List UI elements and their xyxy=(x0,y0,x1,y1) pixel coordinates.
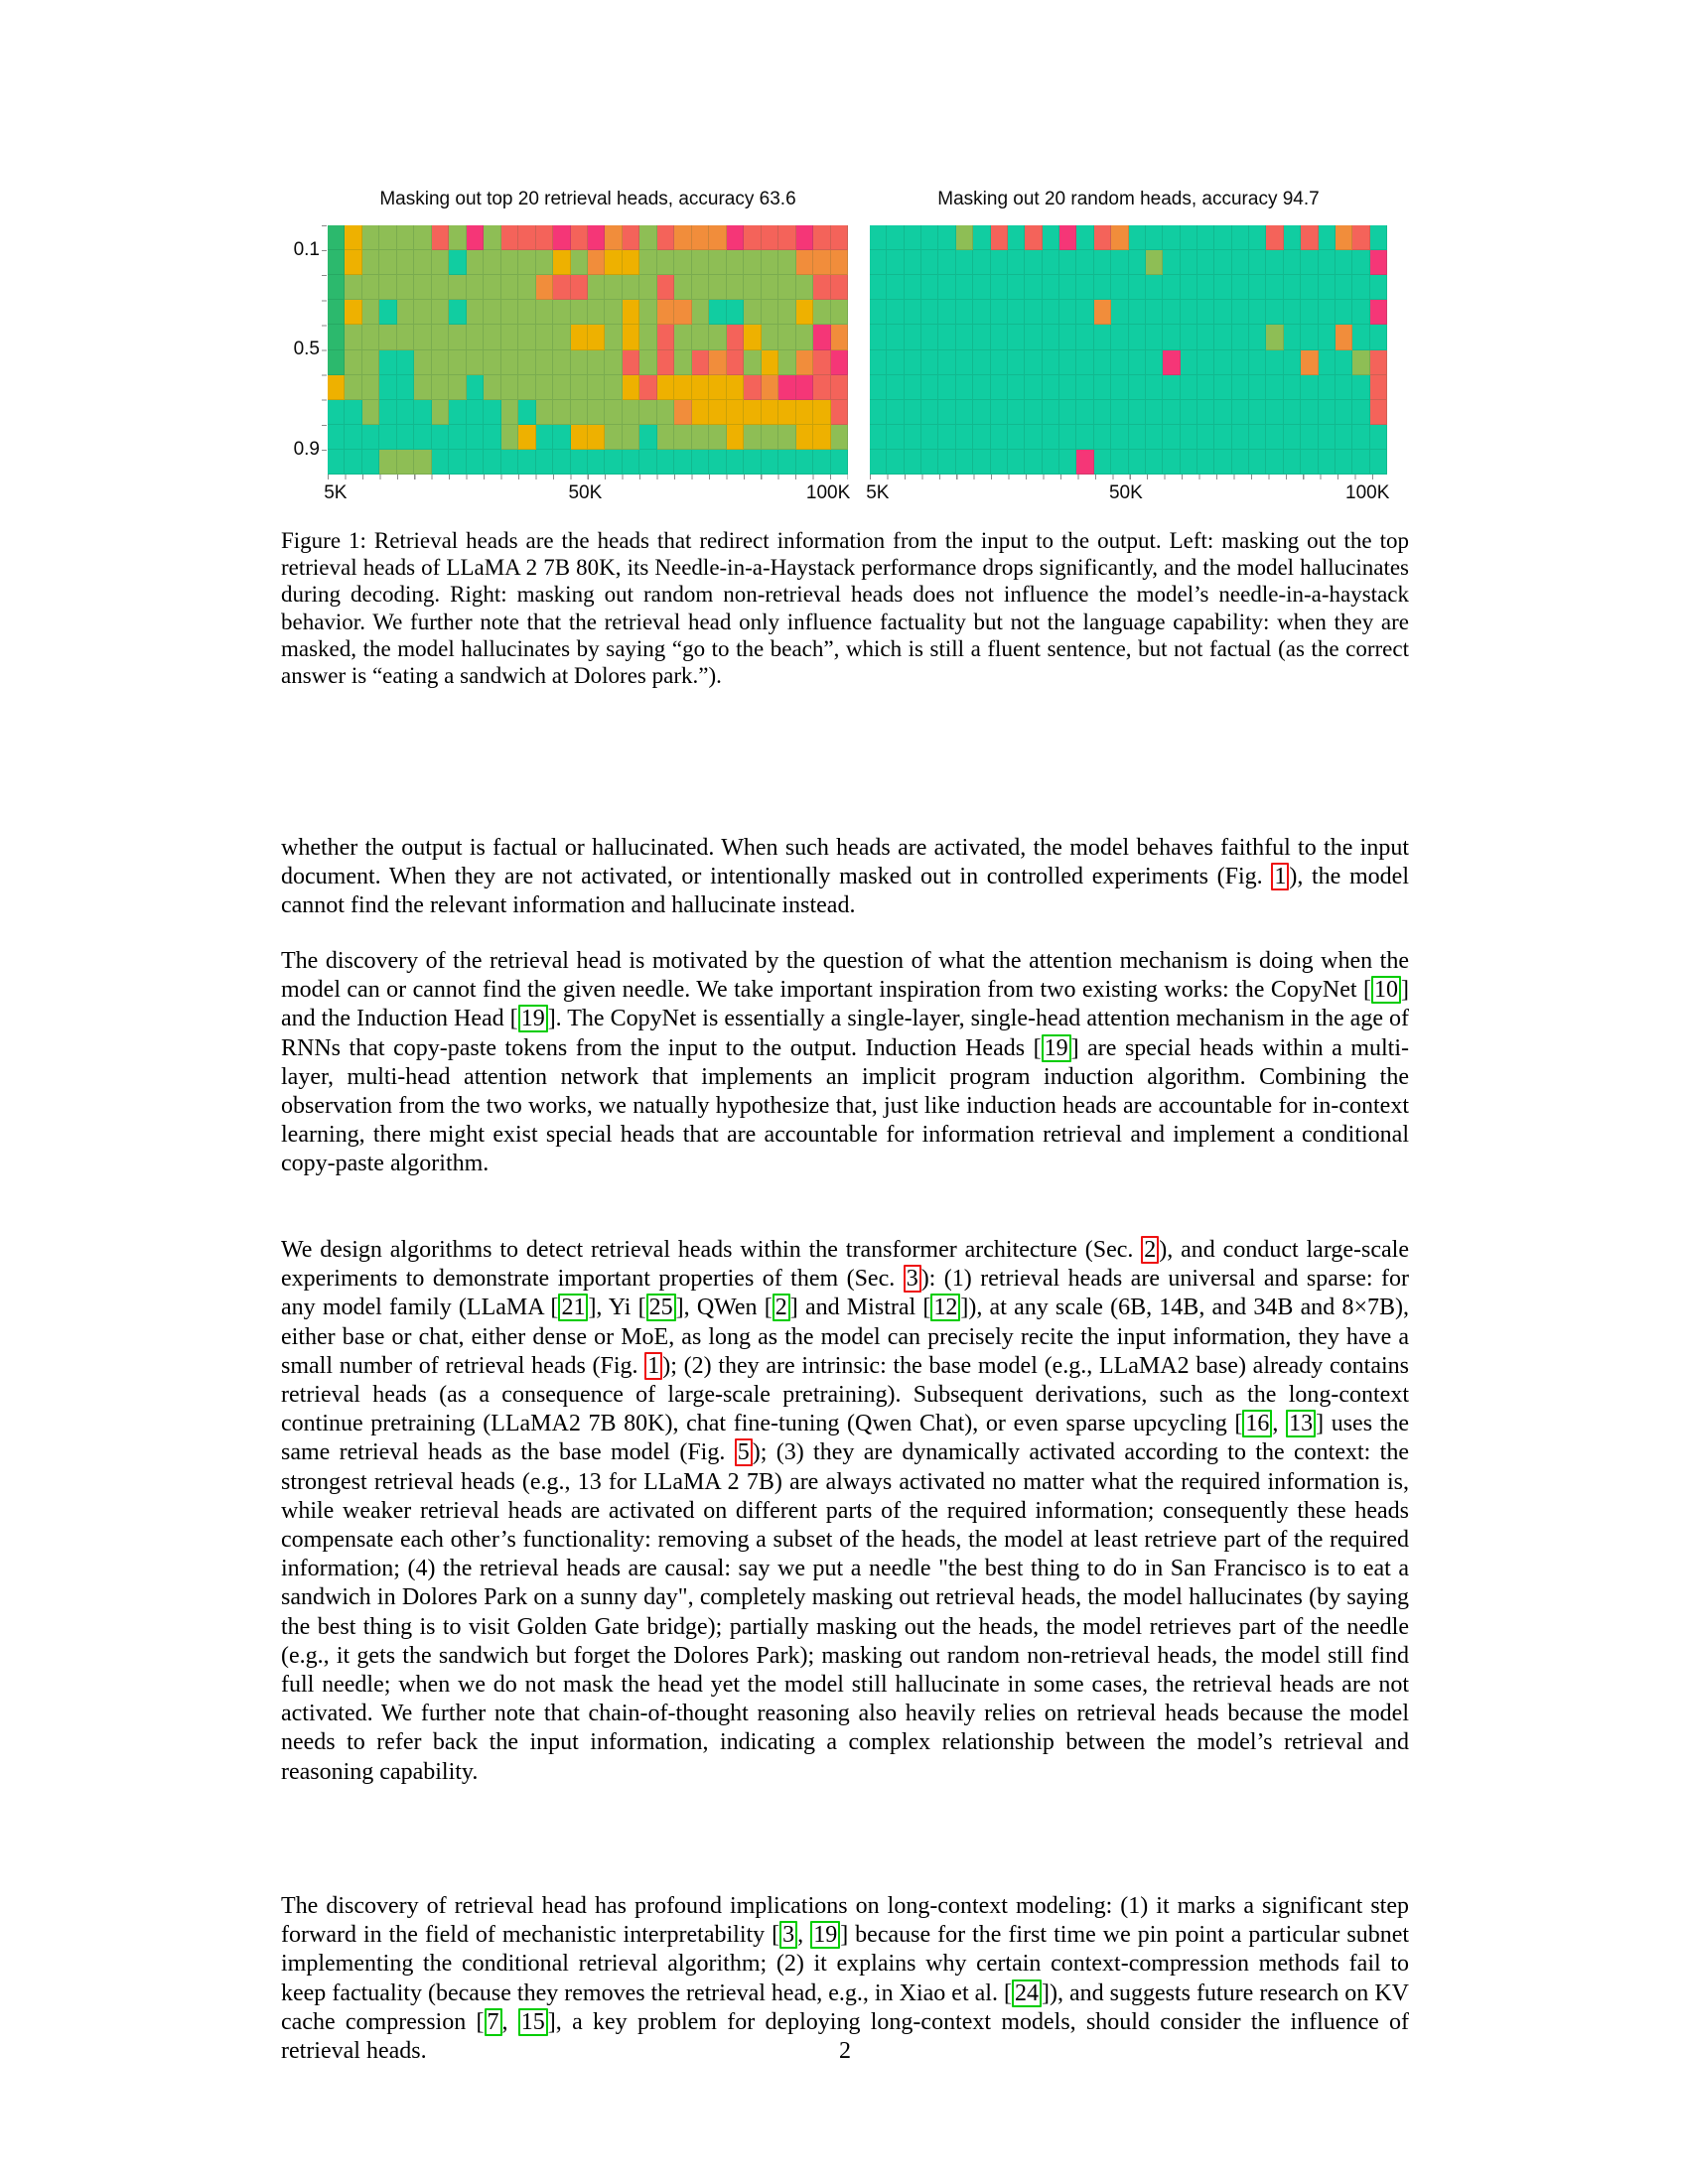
niah-heatmap-masked-retrieval-heads xyxy=(328,225,848,475)
citation-link[interactable]: 2 xyxy=(773,1294,790,1321)
y-tick-0.9: 0.9 xyxy=(293,439,320,460)
citation-link[interactable]: 19 xyxy=(1042,1034,1071,1062)
x-tick-label: 100K xyxy=(805,482,851,503)
heatmap-row xyxy=(870,225,1387,250)
citation-link[interactable]: 15 xyxy=(518,2008,548,2036)
x-tick-label: 50K xyxy=(568,482,603,503)
citation-link[interactable]: 19 xyxy=(518,1005,548,1032)
heatmap-left-title: Masking out top 20 retrieval heads, accuracy 63.6 xyxy=(379,189,796,209)
citation-link[interactable]: 21 xyxy=(558,1294,588,1321)
internal-ref-link[interactable]: 1 xyxy=(644,1352,662,1380)
left-plot-x-ticks xyxy=(328,475,848,479)
heatmap-row xyxy=(328,400,848,425)
x-tick-label: 100K xyxy=(1345,482,1390,503)
heatmap-row xyxy=(870,275,1387,300)
niah-heatmap-masked-random-heads xyxy=(870,225,1387,475)
heatmap-row xyxy=(328,450,848,475)
x-tick-label: 5K xyxy=(324,482,348,503)
heatmap-row xyxy=(870,350,1387,375)
heatmap-row xyxy=(328,275,848,300)
heatmap-row xyxy=(870,375,1387,400)
x-tick-label: 50K xyxy=(1108,482,1143,503)
body-paragraph-3: We design algorithms to detect retrieval heads within the transformer architecture (Sec. 2 ), and conduct large-scale experiments to demonstrate important properties of them (Sec. 3 ): (1) retrieval heads are universal and sparse: for any model family (LLaMA [ 21 ], Yi [ 25 ], QWen [ 2 ] and Mistral [ 12 ]), at any scale (6B, 14B, and 34B and 8×7B), either base or chat, either dense or MoE, as long as the model can precisely recite the input information, they have a small number of retrieval heads (Fig. 1 ); (2) they are intrinsic: the base model (e.g., LLaMA2 base) already contains retrieval heads (as a consequence of large-scale pretraining). Subsequent derivations, such as the long-context continue pretraining (LLaMA2 7B 80K), chat fine-tuning (Qwen Chat), or even sparse upcycling [ 16 , 13 ] uses the same retrieval heads as the base model (Fig. 5 ); (3) they are dynamically activated according to the context: the strongest retrieval heads (e.g., 13 for LLaMA 2 7B) are always activated no matter what the required information is, while weaker retrieval heads are activated on different parts of the required information; consequently these heads compensate each other’s functionality: removing a subset of the heads, the model at least retrieve part of the required information; (4) the retrieval heads are causal: say we put a needle "the best thing to do in San Francisco is to eat a sandwich in Dolores Park on a sunny day", completely masking out retrieval heads, the model hallucinates (by saying the best thing is to visit Golden Gate bridge); partially masking out the heads, the model retrieves part of the needle (e.g., it gets the sandwich but forget the Dolores Park); masking out random non-retrieval heads, the model still find full needle; when we do not mask the head yet the model still hallucinate in some cases, the retrieval heads are not activated. We further note that chain-of-thought reasoning also heavily relies on retrieval heads because the model needs to refer back the input information, indicating a complex relationship between the model’s retrieval and reasoning capability. xyxy=(281,1237,1409,1785)
citation-link[interactable]: 7 xyxy=(485,2008,502,2036)
y-tick-0.5: 0.5 xyxy=(293,339,320,359)
right-plot-x-labels xyxy=(866,482,1390,506)
heatmap-row xyxy=(328,225,848,250)
left-plot-x-labels xyxy=(324,482,851,506)
citation-link[interactable]: 13 xyxy=(1286,1410,1316,1437)
heatmap-right-title: Masking out 20 random heads, accuracy 94.7 xyxy=(937,189,1320,209)
heatmap-row xyxy=(870,300,1387,325)
citation-link[interactable]: 10 xyxy=(1371,976,1401,1004)
heatmap-row xyxy=(870,400,1387,425)
heatmap-row xyxy=(870,325,1387,349)
body-paragraph-2: The discovery of the retrieval head is motivated by the question of what the attention mechanism is doing when the model can or cannot find the given needle. We take important inspiration from two existing works: the CopyNet [ 10 ] and the Induction Head [ 19 ]. The CopyNet is essentially a single-layer, single-head attention mechanism in the age of RNNs that copy-paste tokens from the input to the output. Induction Heads [ 19 ] are special heads within a multi-layer, multi-head attention network that implements an implicit program induction algorithm. Combining the observation from the two works, we natually hypothesize that, just like induction heads are accountable for in-context learning, there might exist special heads that are accountable for information retrieval and implement a conditional copy-paste algorithm. xyxy=(281,948,1410,1177)
left-plot-y-ticks xyxy=(322,225,327,475)
citation-link[interactable]: 12 xyxy=(930,1294,960,1321)
internal-ref-link[interactable]: 5 xyxy=(735,1438,753,1466)
heatmap-row xyxy=(328,425,848,450)
citation-link[interactable]: 25 xyxy=(646,1294,676,1321)
internal-ref-link[interactable]: 2 xyxy=(1141,1236,1159,1264)
body-paragraph-4: The discovery of retrieval head has profound implications on long-context modeling: (1) it marks a significant step forward in the field of mechanistic interpretability [ 3 , 19 ] because for the first time we pin point a particular subnet implementing the conditional retrieval algorithm; (2) it explains why certain context-compression methods fail to keep factuality (because they removes the retrieval head, e.g., in Xiao et al. [ 24 ]), and suggests future research on KV cache compression [ 7 , 15 ], a key problem for deploying long-context models, should consider the influence of retrieval heads. xyxy=(281,1893,1410,2065)
heatmap-row xyxy=(328,250,848,275)
right-plot-x-ticks xyxy=(870,475,1387,479)
y-tick-0.1: 0.1 xyxy=(293,239,320,260)
citation-link[interactable]: 19 xyxy=(810,1921,840,1949)
x-tick-label: 5K xyxy=(866,482,890,503)
heatmap-row xyxy=(328,300,848,325)
citation-link[interactable]: 16 xyxy=(1242,1410,1272,1437)
citation-link[interactable]: 3 xyxy=(779,1921,797,1949)
body-paragraph-1: whether the output is factual or hallucinated. When such heads are activated, the model behaves faithful to the input document. When they are not activated, or intentionally masked out in controlled experiments (Fig. 1 ), the model cannot find the relevant information and hallucinate instead. xyxy=(281,835,1409,919)
internal-ref-link[interactable]: 1 xyxy=(1271,863,1289,890)
heatmap-row xyxy=(870,450,1387,475)
internal-ref-link[interactable]: 3 xyxy=(904,1265,921,1293)
heatmap-row xyxy=(328,350,848,375)
heatmap-row xyxy=(870,425,1387,450)
heatmap-row xyxy=(328,325,848,349)
heatmap-row xyxy=(870,250,1387,275)
page-number: 2 xyxy=(839,2038,851,2064)
citation-link[interactable]: 24 xyxy=(1012,1979,1042,2007)
figure-1-caption: Figure 1: Retrieval heads are the heads that redirect information from the input to the output. Left: masking out the top retrieval heads of LLaMA 2 7B 80K, its Needle-in-a-Haystack performance drops significantly, and the model hallucinates during decoding. Right: masking out random non-retrieval heads does not influence the model’s needle-in-a-haystack behavior. We further note that the retrieval head only influence factuality but not the language capability: when they are masked, the model hallucinates by saying “go to the beach”, which is still a fluent sentence, but not factual (as the correct answer is “eating a sandwich at Dolores park.”). xyxy=(281,528,1409,689)
heatmap-row xyxy=(328,375,848,400)
